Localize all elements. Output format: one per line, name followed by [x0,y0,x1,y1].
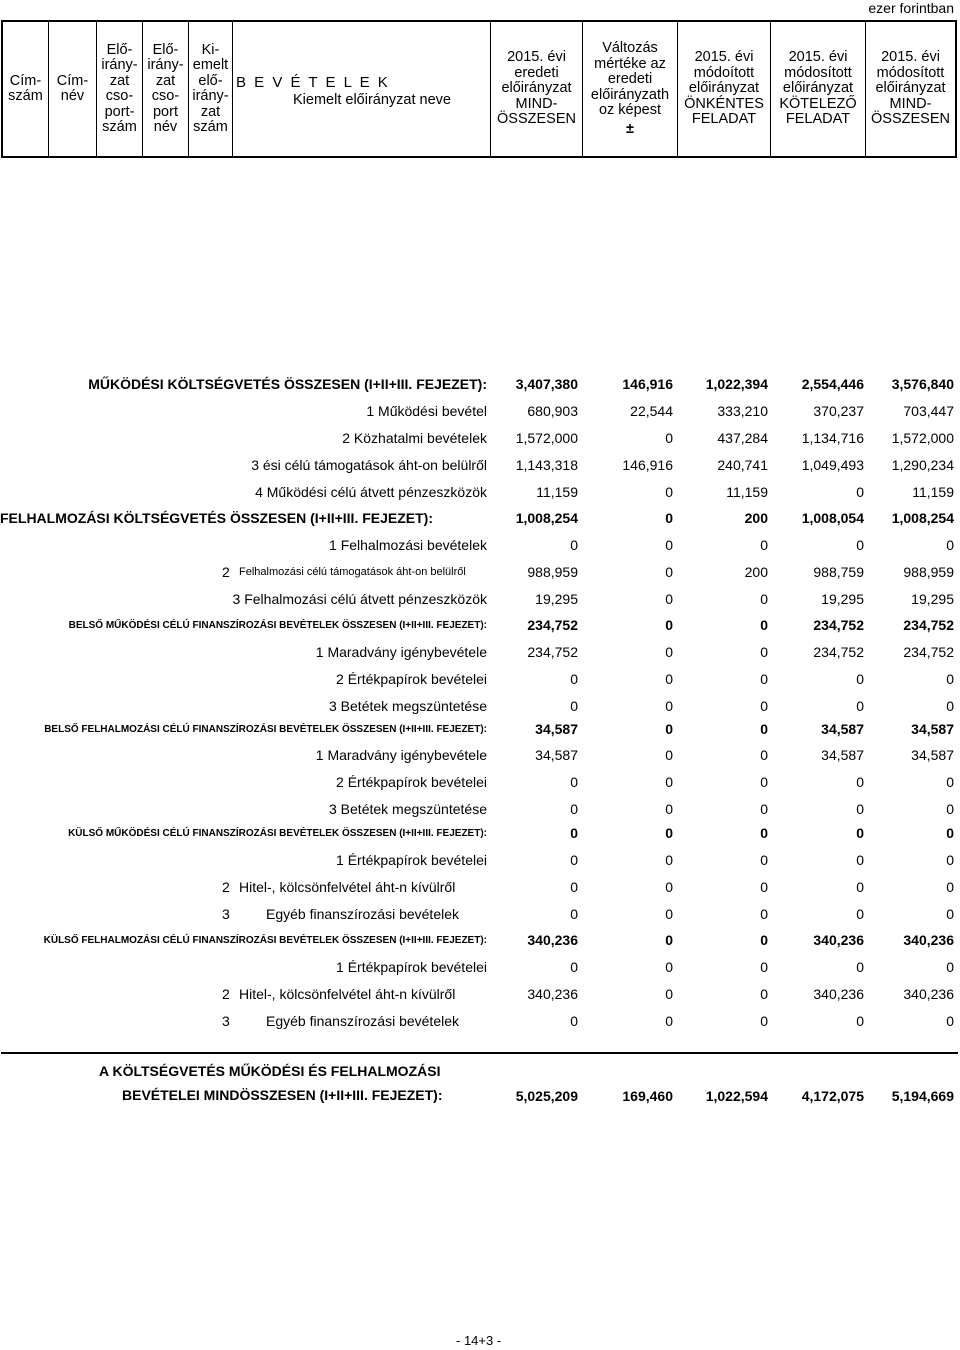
table-row: 2 Közhatalmi bevételek 1,572,000 0 437,284 1,134,716 1,572,000 [342,430,954,446]
table-row: 2 Hitel-, kölcsönfelvétel áht-n kívülről 340,236 0 0 340,236 340,236 [222,986,954,1002]
header-kiemelt-nev: Kiemelt előirányzat neve [293,92,451,108]
page-number: - 14+3 - [456,1333,502,1348]
table-row: 2 Felhalmozási célú támogatások áht-on belülről 988,959 0 200 988,759 988,959 [222,564,954,580]
row-kulso-mukodesi-finansz: KÜLSŐ MŰKÖDÉSI CÉLÚ FINANSZÍROZÁSI BEVÉTELEK ÖSSZESEN (I+II+III. FEJEZET): 0 0 0 0 0 [68,825,954,841]
table-row: 2 Értékpapírok bevételei 0 0 0 0 0 [336,671,954,687]
table-row: 1 Működési bevétel 680,903 22,544 333,210 370,237 703,447 [366,403,954,419]
row-kulso-felhalmozasi-finansz: KÜLSŐ FELHALMOZÁSI CÉLÚ FINANSZÍROZÁSI BEVÉTELEK ÖSSZESEN (I+II+III. FEJEZET): 340,236 0 0 340,236 340,236 [43,932,954,948]
table-row: 3 Betétek megszüntetése 0 0 0 0 0 [329,698,954,714]
row-total-mindosszesen: 5,025,209 169,460 1,022,594 4,172,075 5,194,669 [515,1088,954,1104]
total-label-line2: BEVÉTELEI MINDÖSSZESEN (I+II+III. FEJEZET): [122,1087,443,1103]
table-row: 2 Értékpapírok bevételei 0 0 0 0 0 [336,774,954,790]
header-col-onkentes: 2015. évi módoított előirányzat ÖNKÉNTES FELADAT [678,22,771,156]
table-row: 4 Működési célú átvett pénzeszközök 11,159 0 11,159 0 11,159 [255,484,954,500]
header-eloir-csoport-nev: Elő- irány- zat cso- port név [143,22,189,156]
table-row: 2 Hitel-, kölcsönfelvétel áht-n kívülről 0 0 0 0 0 [222,879,954,895]
table-row: 3 ési célú támogatások áht-on belülről 1,143,318 146,916 240,741 1,049,493 1,290,234 [251,457,954,473]
row-felhalmozasi-osszesen: FELHALMOZÁSI KÖLTSÉGVETÉS ÖSSZESEN (I+II+III. FEJEZET): 1,008,254 0 200 1,008,054 1,008,254 [0,510,954,526]
table-row: 3 Betétek megszüntetése 0 0 0 0 0 [329,801,954,817]
row-belso-mukodesi-finansz: BELSŐ MŰKÖDÉSI CÉLÚ FINANSZÍROZÁSI BEVÉTELEK ÖSSZESEN (I+II+III. FEJEZET): 234,752 0 0 234,752 234,752 [68,617,954,633]
table-row: 1 Értékpapírok bevételei 0 0 0 0 0 [336,852,954,868]
header-col-mindosszesen: 2015. évi módosított előirányzat MIND- ÖSSZESEN [871,49,950,128]
table-row: 1 Felhalmozási bevételek 0 0 0 0 0 [329,537,954,553]
table-row: 1 Értékpapírok bevételei 0 0 0 0 0 [336,959,954,975]
total-label-line1: A KÖLTSÉGVETÉS MŰKÖDÉSI ÉS FELHALMOZÁSI [99,1063,441,1079]
row-mukodesi-osszesen: MŰKÖDÉSI KÖLTSÉGVETÉS ÖSSZESEN (I+II+III. FEJEZET): 3,407,380 146,916 1,022,394 2,554,446 3,576,840 [88,376,954,392]
total-divider [1,1052,958,1054]
row-belso-felhalmozasi-finansz: BELSŐ FELHALMOZÁSI CÉLÚ FINANSZÍROZÁSI BEVÉTELEK ÖSSZESEN (I+II+III. FEJEZET): 34,587 0 0 34,587 34,587 [44,721,954,737]
header-kiemelt-szam: Ki- emelt elő- irány- zat szám [189,22,233,156]
table-row: 3 Felhalmozási célú átvett pénzeszközök 19,295 0 0 19,295 19,295 [232,591,954,607]
header-col-kotelezo: 2015. évi módosított előirányzat KÖTELEZŐ FELADAT [771,22,866,156]
table-row: 3 Egyéb finanszírozási bevételek 0 0 0 0 0 [222,906,954,922]
table-header [1,20,957,158]
table-row: 3 Egyéb finanszírozási bevételek 0 0 0 0 0 [222,1013,954,1029]
header-cimszam: Cím- szám [3,22,49,156]
unit-label: ezer forintban [868,0,954,16]
table-row: 1 Maradvány igénybevétele 34,587 0 0 34,587 34,587 [315,747,954,763]
header-cimnev: Cím- név [49,22,97,156]
header-col-eredeti: 2015. évi eredeti előirányzat MIND- ÖSSZESEN [491,22,583,156]
header-bevetelek: B E V É T E L E K [236,74,390,91]
header-eloir-csoport-szam: Elő- irány- zat cso- port- szám [97,22,143,156]
header-col-valtozas: Változás mértéke az eredeti előirányzath oz képest ± [583,22,678,156]
table-row: 1 Maradvány igénybevétele 234,752 0 0 234,752 234,752 [315,644,954,660]
